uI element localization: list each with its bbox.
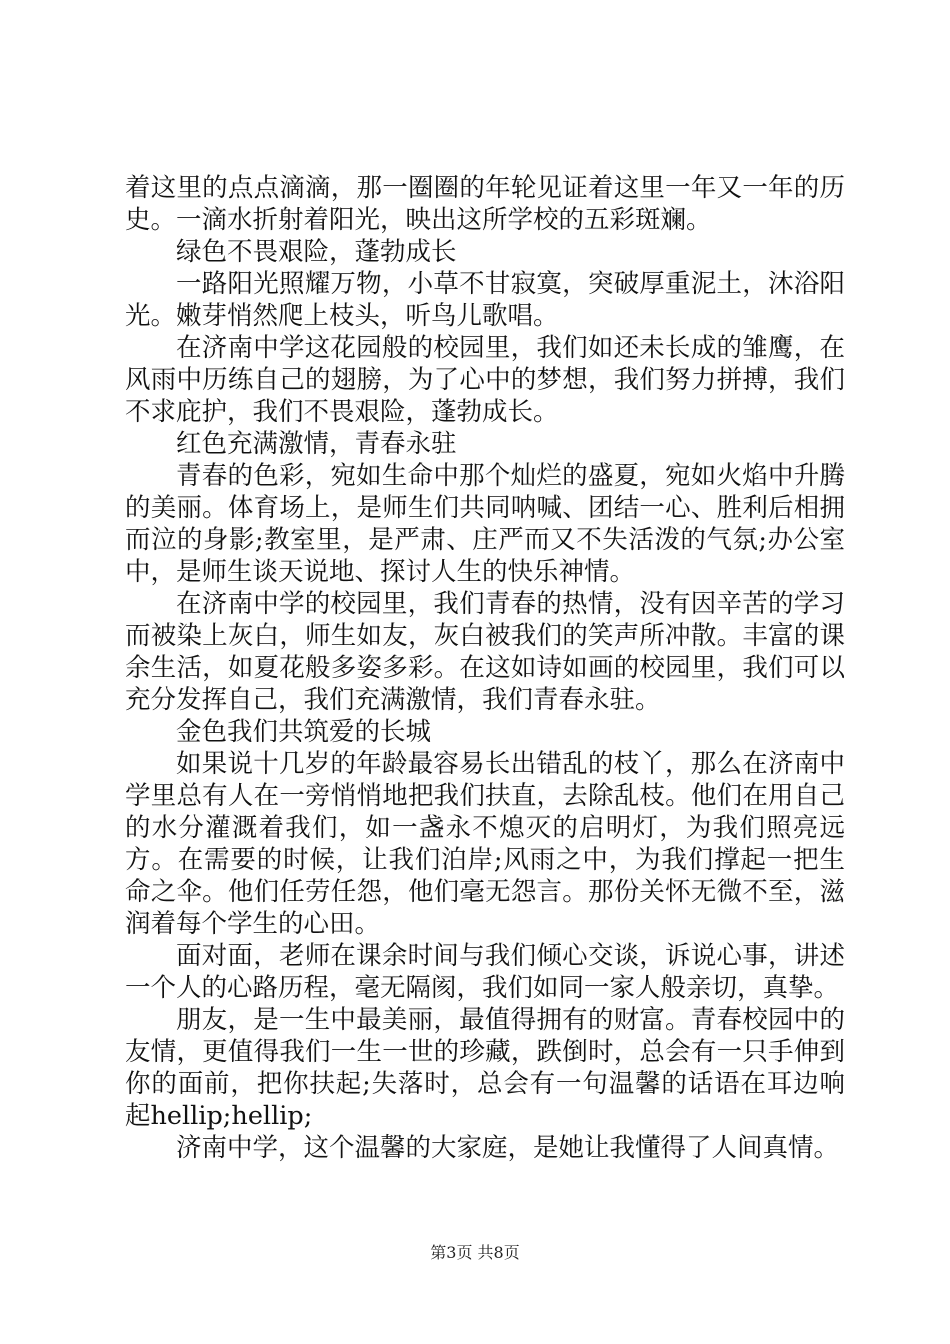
section-heading-red: 红色充满激情，青春永驻: [176, 429, 457, 459]
document-body: [125, 172, 845, 1164]
paragraph: 一路阳光照耀万物，小草不甘寂寞，突破厚重泥土，沐浴阳光。嫩芽悄然爬上枝头，听鸟儿歌唱。: [125, 269, 845, 331]
paragraph: 着这里的点点滴滴，那一圈圈的年轮见证着这里一年又一年的历史。一滴水折射着阳光，映出这所学校的五彩斑斓。: [125, 173, 845, 235]
section-heading-green: 绿色不畏艰险，蓬勃成长: [176, 237, 457, 267]
paragraph: 在济南中学的校园里，我们青春的热情，没有因辛苦的学习而被染上灰白，师生如友，灰白被我们的笑声所冲散。丰富的课余生活，如夏花般多姿多彩。在这如诗如画的校园里，我们可以充分发挥自己，我们充满激情，我们青春永驻。: [125, 589, 845, 715]
paragraph: 济南中学，这个温馨的大家庭，是她让我懂得了人间真情。: [176, 1133, 840, 1163]
paragraph: 在济南中学这花园般的校园里，我们如还未长成的雏鹰，在风雨中历练自己的翅膀，为了心中的梦想，我们努力拼搏，我们不求庇护，我们不畏艰险，蓬勃成长。: [125, 333, 845, 427]
paragraph: 朋友，是一生中最美丽，最值得拥有的财富。青春校园中的友情，更值得我们一生一世的珍藏，跌倒时，总会有一只手伸到你的面前，把你扶起;失落时，总会有一句温馨的话语在耳边响起hellip;hellip;: [125, 1005, 845, 1131]
section-heading-gold: 金色我们共筑爱的长城: [176, 717, 432, 747]
paragraph: 如果说十几岁的年龄最容易长出错乱的枝丫，那么在济南中学里总有人在一旁悄悄地把我们扶直，去除乱枝。他们在用自己的水分灌溉着我们，如一盏永不熄灭的启明灯，为我们照亮远方。在需要的时候，让我们泊岸;风雨之中，为我们撑起一把生命之伞。他们任劳任怨，他们毫无怨言。那份关怀无微不至，滋润着每个学生的心田。: [125, 749, 845, 939]
paragraph: 面对面，老师在课余时间与我们倾心交谈，诉说心事，讲述一个人的心路历程，毫无隔阂，我们如同一家人般亲切，真挚。: [125, 941, 845, 1003]
page-number-footer: 第3页 共8页: [430, 1243, 520, 1262]
paragraph: 青春的色彩，宛如生命中那个灿烂的盛夏，宛如火焰中升腾的美丽。体育场上，是师生们共同呐喊、团结一心、胜利后相拥而泣的身影;教室里，是严肃、庄严而又不失活泼的气氛;办公室中，是师生谈天说地、探讨人生的快乐神情。: [125, 461, 845, 587]
